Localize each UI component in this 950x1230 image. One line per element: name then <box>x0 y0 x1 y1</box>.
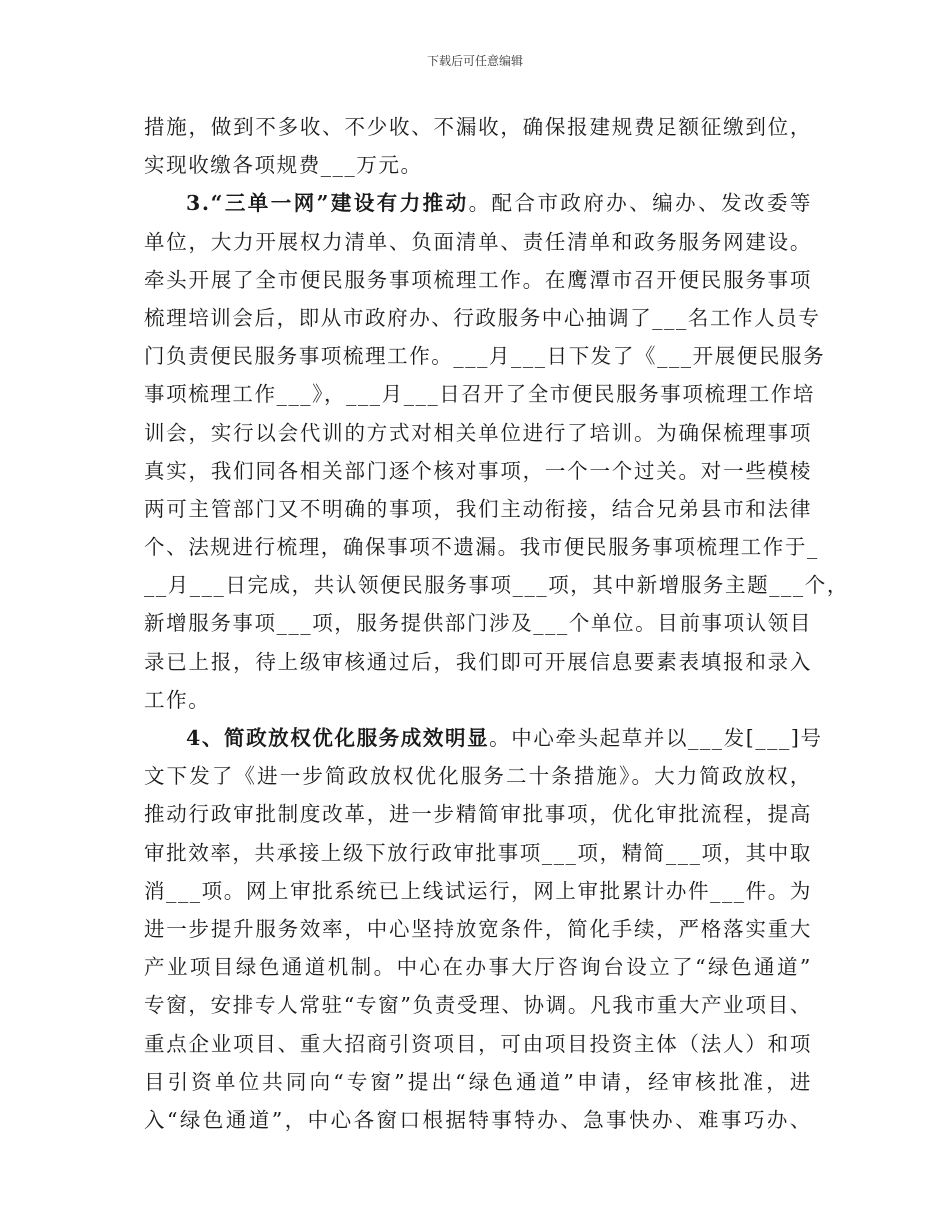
text-line: 目引资单位共同向“专窗”提出“绿色通道”申请，经审核批准，进 <box>144 1069 812 1094</box>
text-line: 审批效率，共承接上级下放行政审批事项___项，精简___项，其中取 <box>144 840 812 865</box>
section-heading: 3.“三单一网”建设有力推动 <box>186 191 469 216</box>
text-line: 文下发了《进一步简政放权优化服务二十条措施》。大力简政放权， <box>144 764 812 789</box>
text-line: 实现收缴各项规费___万元。 <box>144 153 423 178</box>
paragraph-heading-line <box>144 184 812 222</box>
text-line: 专窗，安排专人常驻“专窗”负责受理、协调。凡我市重大产业项目、 <box>144 993 812 1018</box>
text-line: 牵头开展了全市便民服务事项梳理工作。在鹰潭市召开便民服务事项 <box>144 267 812 292</box>
text-line: 重点企业项目、重大招商引资项目，可由项目投资主体（法人）和项 <box>144 1031 812 1056</box>
text-line: 梳理培训会后，即从市政府办、行政服务中心抽调了___名工作人员专 <box>144 305 821 330</box>
text-line: 训会，实行以会代训的方式对相关单位进行了培训。为确保梳理事项 <box>144 420 812 445</box>
text-fragment: 。配合市政府办、编办、发改委等 <box>468 191 812 216</box>
text-line: 工作。 <box>144 687 211 712</box>
page-header: 下载后可任意编辑 <box>426 54 523 68</box>
text-line: 单位，大力开展权力清单、负面清单、责任清单和政务服务网建设。 <box>144 229 812 254</box>
text-line: 新增服务事项___项，服务提供部门涉及___个单位。目前事项认领目 <box>144 611 812 636</box>
text-line: 进一步提升服务效率，中心坚持放宽条件，简化手续，严格落实重大 <box>144 916 812 941</box>
section-heading: 4、简政放权优化服务成效明显 <box>186 726 490 750</box>
text-line: 入“绿色通道”，中心各窗口根据特事特办、急事快办、难事巧办、 <box>144 1107 812 1132</box>
text-line: 推动行政审批制度改革，进一步精简审批事项，优化审批流程，提高 <box>144 802 812 827</box>
text-line: 门负责便民服务事项梳理工作。___月___日下发了《___开展便民服务 <box>144 344 826 369</box>
text-fragment: 。中心牵头起草并以___发[___]号 <box>489 726 823 750</box>
text-line: 两可主管部门又不明确的事项，我们主动衔接，结合兄弟县市和法律 <box>144 496 812 521</box>
text-line: 消___项。网上审批系统已上线试运行，网上审批累计办件___件。为 <box>144 878 812 903</box>
document-body <box>144 108 849 1139</box>
text-line: __月___日完成，共认领便民服务事项___项，其中新增服务主题___个， <box>144 573 849 598</box>
text-line: 真实，我们同各相关部门逐个核对事项，一个一个过关。对一些模棱 <box>144 458 812 483</box>
text-line: 录已上报，待上级审核通过后，我们即可开展信息要素表填报和录入 <box>144 649 812 674</box>
text-line: 产业项目绿色通道机制。中心在办事大厅咨询台设立了“绿色通道” <box>144 955 812 980</box>
text-line: 事项梳理工作___》，___月___日召开了全市便民服务事项梳理工作培 <box>144 382 815 407</box>
text-line: 措施，做到不多收、不少收、不漏收，确保报建规费足额征缴到位， <box>144 115 812 139</box>
paragraph-heading-line <box>144 719 823 757</box>
text-line: 个、法规进行梳理，确保事项不遗漏。我市便民服务事项梳理工作于_ <box>144 535 819 560</box>
